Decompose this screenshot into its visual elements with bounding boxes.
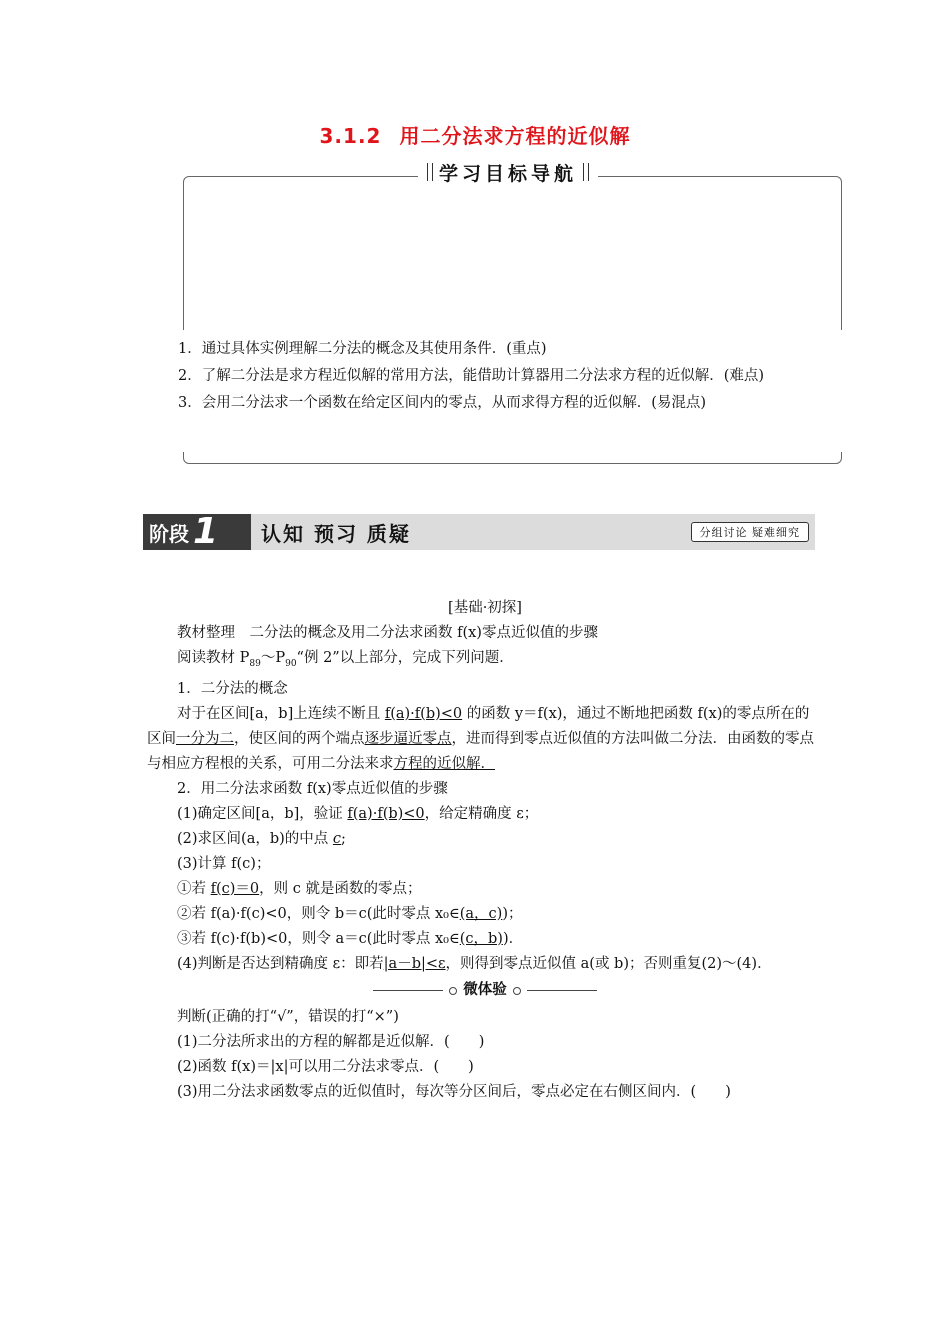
stage-label-block (143, 511, 251, 552)
step-3-case-1: ①若 f(c)＝0，则 c 就是函数的零点； (177, 880, 422, 897)
micro-experience-divider (147, 977, 823, 1005)
step-3-case-2: ②若 f(a)·f(c)<0，则令 b＝c(此时零点 x₀∈(a，c))； (177, 905, 523, 922)
blank-answer: c (332, 830, 342, 847)
blank-answer: 逐步逼近零点 (364, 730, 452, 747)
question-1: (1)二分法所求出的方程的解都是近似解．( ) (177, 1033, 485, 1050)
step-1: (1)确定区间[a，b]，验证 f(a)·f(b)<0，给定精确度 ε； (177, 805, 539, 822)
blank-answer: |a－b|<ε (383, 955, 446, 972)
step-4: (4)判断是否达到精确度 ε：即若|a－b|<ε，则得到零点近似值 a(或 b)；否则重复(2)～(4)． (177, 955, 772, 972)
section-label: [基础·初探] (448, 600, 522, 616)
stage-number: 1 (193, 511, 219, 552)
blank-answer: 一分为二 (176, 730, 234, 747)
page-title (0, 120, 950, 149)
blank-answer: (a，c) (459, 905, 503, 922)
judge-instruction: 判断(正确的打“√”，错误的打“×”) (177, 1008, 399, 1025)
step-3-case-3: ③若 f(c)·f(b)<0，则令 a＝c(此时零点 x₀∈(c，b))． (177, 930, 524, 947)
blank-answer: f(a)·f(b)<0 (384, 705, 463, 722)
reading-instruction: 阅读教材 $P_{89}\sim P_{90}“$例 2”以上部分，完成下列问题． (177, 650, 514, 669)
stage-banner (143, 511, 815, 552)
heading-concept: 1．二分法的概念 (177, 680, 288, 697)
step-2: (2)求区间(a，b)的中点 c; (177, 830, 346, 847)
objective-item: 3．会用二分法求一个函数在给定区间内的零点，从而求得方程的近似解．(易混点) (178, 395, 707, 411)
blank-answer: f(c)＝0 (210, 880, 260, 897)
stage-tag: 分组讨论 疑难细究 (691, 522, 810, 542)
objective-item: 2．了解二分法是求方程近似解的常用方法，能借助计算器用二分法求方程的近似解．(难点) (178, 368, 765, 384)
micro-experience-title: 微体验 (463, 982, 507, 999)
stage-heading: 认知 预习 质疑 (261, 522, 411, 546)
concept-paragraph: 对于在区间[a，b]上连续不断且 f(a)·f(b)<0 的函数 y＝f(x)，通过不断地把函数 f(x)的零点所在的区间一分为二，使区间的两个端点逐步逼近零点，进而得到零点近似值的方法叫做二分法．由函数的零点与相应方程根的关系，可用二分法来求方程的近似解． (147, 705, 814, 772)
step-3: (3)计算 f(c)； (177, 855, 271, 872)
blank-answer: 方程的近似解． (393, 755, 495, 772)
section-number: 3.1.2 (319, 124, 382, 148)
blank-answer: f(a)·f(b)<0 (347, 805, 425, 822)
topic-line: 教材整理 二分法的概念及用二分法求函数 f(x)零点近似值的步骤 (177, 625, 598, 641)
objectives-banner (418, 156, 598, 188)
blank-answer: (c，b) (459, 930, 503, 947)
stage-label: 阶段 (149, 521, 189, 546)
question-2: (2)函数 f(x)＝|x|可以用二分法求零点．( ) (177, 1058, 474, 1075)
objectives-list (148, 336, 828, 417)
question-3: (3)用二分法求函数零点的近似值时，每次等分区间后，零点必定在右侧区间内．( ) (177, 1083, 731, 1100)
content-body (147, 596, 823, 1105)
title-text: 用二分法求方程的近似解 (399, 124, 631, 148)
objective-item: 1．通过具体实例理解二分法的概念及其使用条件．(重点) (178, 341, 547, 357)
objectives-banner-text: 学习目标导航 (438, 162, 577, 185)
heading-steps: 2．用二分法求函数 f(x)零点近似值的步骤 (177, 780, 448, 797)
